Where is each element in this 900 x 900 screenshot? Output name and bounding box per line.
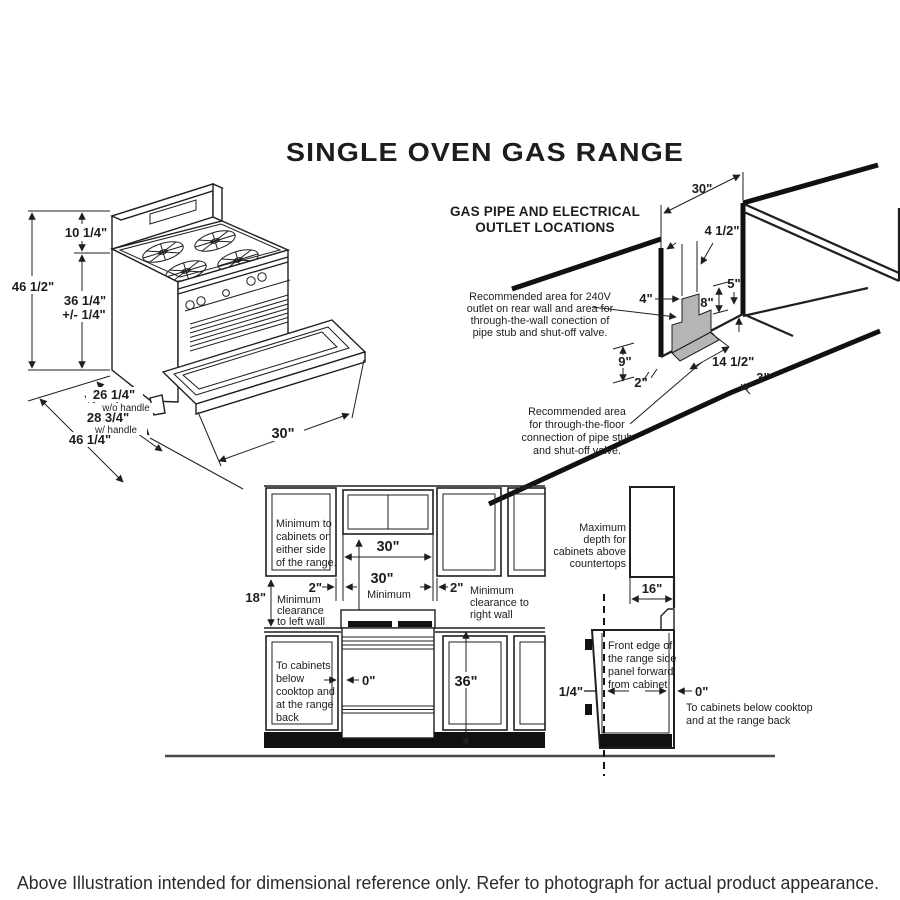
gas-dim-8: 8" [700, 295, 714, 310]
gas-dim-2: 2" [634, 375, 648, 390]
gas-dim-9: 9" [618, 354, 632, 369]
burner-bar-right [398, 621, 432, 627]
floor-note-leader [630, 362, 702, 424]
dim-depth-wo-handle-note: w/o handle [102, 403, 150, 414]
gas-wall-note [467, 291, 614, 339]
side-base-note [686, 702, 813, 727]
gas-dim-4: 4" [639, 291, 653, 306]
svg-text:and at the range back: and at the range back [686, 715, 791, 727]
svg-text:below: below [276, 673, 305, 685]
svg-text:Minimum to: Minimum to [276, 518, 332, 530]
svg-text:To cabinets: To cabinets [276, 660, 331, 672]
base-cabinet-right-2 [514, 636, 545, 730]
gas-diagram-title-line2: OUTLET LOCATIONS [475, 220, 615, 235]
front-dim-right-gap: 2" [450, 580, 464, 595]
dim-cooktop-height: 36 1/4" [63, 293, 107, 308]
caption: Above Illustration intended for dimensional reference only. Refer to photograph for actual product appearance. [17, 873, 879, 893]
dim-depth-wo-handle: 26 1/4" [92, 387, 136, 402]
upper-cabinet-side [630, 487, 674, 577]
svg-text:Minimum: Minimum [277, 594, 321, 606]
front-dim-left-gap: 2" [308, 580, 322, 595]
clearance-front-view [165, 486, 775, 756]
adjacent-cabinet [743, 204, 899, 316]
svg-text:through-the-wall conection of: through-the-wall conection of [470, 315, 610, 327]
gas-dim-14-5: 14 1/2" [712, 354, 755, 369]
svg-text:cooktop and: cooktop and [276, 686, 335, 698]
dim-cooktop-height-tolerance: +/- 1/4" [62, 307, 106, 322]
front-dim-min-height: 30" [370, 571, 394, 587]
svg-text:Recommended area for 240V: Recommended area for 240V [469, 291, 611, 303]
svg-text:outlet on rear wall and area f: outlet on rear wall and area for [466, 303, 614, 315]
svg-text:Recommended area: Recommended area [528, 406, 626, 418]
dim-overall-height: 46 1/2" [11, 279, 55, 294]
dim-depth-door-open: 46 1/4" [68, 432, 112, 447]
svg-text:connection of pipe stub: connection of pipe stub [521, 432, 633, 444]
range-side-handle-lower [585, 704, 592, 715]
svg-text:from cabinet: from cabinet [608, 679, 668, 691]
front-right-wall-note [470, 585, 529, 621]
svg-text:for through-the-floor: for through-the-floor [529, 419, 625, 431]
dim-range-width: 30" [271, 426, 295, 442]
svg-text:Front edge of: Front edge of [608, 640, 673, 652]
svg-text:right wall: right wall [470, 609, 513, 621]
gas-dim-30: 30" [691, 181, 713, 196]
gas-dim-3: 3" [756, 370, 770, 385]
svg-text:Maximum: Maximum [579, 522, 626, 534]
svg-text:pipe stub and shut-off valve.: pipe stub and shut-off valve. [472, 327, 608, 339]
range-isometric-drawing [112, 184, 365, 415]
burner-bar-left [348, 621, 392, 627]
svg-text:panel forward: panel forward [608, 666, 674, 678]
svg-text:to left wall: to left wall [277, 616, 326, 628]
svg-text:clearance to: clearance to [470, 597, 529, 609]
svg-text:cabinets on: cabinets on [276, 531, 332, 543]
svg-text:depth for: depth for [583, 534, 626, 546]
range-backguard-side [661, 609, 674, 630]
svg-text:either side: either side [276, 544, 326, 556]
svg-text:the range side: the range side [608, 653, 677, 665]
svg-text:To cabinets below cooktop: To cabinets below cooktop [686, 702, 813, 714]
front-base-cab-note [276, 660, 335, 724]
clearance-side-view [553, 487, 812, 776]
side-max-depth-note [553, 522, 626, 570]
svg-text:clearance: clearance [277, 605, 324, 617]
front-dim-width: 30" [376, 539, 400, 555]
svg-text:back: back [276, 712, 299, 724]
dim-depth-w-handle: 28 3/4" [86, 410, 130, 425]
gas-diagram-title-line1: GAS PIPE AND ELECTRICAL [449, 204, 641, 219]
front-upper-cab-note [276, 518, 337, 569]
side-front-edge-note [608, 640, 676, 691]
gas-dim-5: 5" [727, 276, 741, 291]
gas-dim-4-5: 4 1/2" [704, 223, 740, 238]
front-dim-min-height-note: Minimum [367, 589, 411, 601]
front-dim-left-wall: 18" [245, 590, 266, 605]
dim-backsplash-height: 10 1/4" [64, 225, 108, 240]
gas-pipe-diagram [450, 165, 899, 504]
left-wall-edge [512, 239, 661, 289]
svg-text:Minimum: Minimum [470, 585, 514, 597]
side-dim-quarter: 1/4" [558, 684, 583, 699]
front-dim-zero: 0" [362, 673, 376, 688]
front-left-wall-note [277, 594, 325, 628]
side-dim-depth: 16" [641, 581, 663, 596]
page-title: SINGLE OVEN GAS RANGE [286, 137, 684, 167]
front-dim-counter-height: 36" [454, 674, 478, 690]
svg-text:countertops: countertops [569, 558, 626, 570]
range-side-handle-upper [585, 639, 592, 650]
svg-text:of the range.: of the range. [276, 557, 337, 569]
svg-text:cabinets above: cabinets above [553, 546, 626, 558]
svg-text:and shut-off valve.: and shut-off valve. [532, 445, 622, 457]
svg-text:at the range: at the range [276, 699, 334, 711]
side-dim-zero: 0" [695, 684, 709, 699]
dim-depth-w-handle-note: w/ handle [95, 425, 137, 436]
gas-floor-note [521, 406, 632, 457]
